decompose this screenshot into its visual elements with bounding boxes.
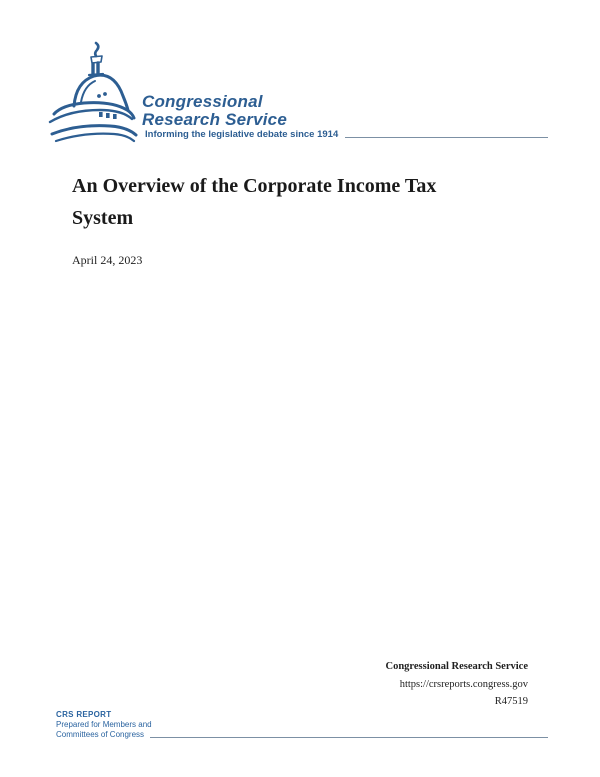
prepared-for-line1: Prepared for Members and: [56, 720, 152, 729]
report-type-block: [56, 710, 548, 740]
logo-wordmark-line1: Congressional: [142, 92, 263, 111]
publisher-name: Congressional Research Service: [385, 661, 528, 672]
report-type-label: CRS REPORT: [56, 710, 112, 719]
footer-rule: [150, 737, 548, 738]
capitol-dome-icon: [48, 40, 138, 144]
logo-wordmark: [142, 93, 287, 129]
report-date: April 24, 2023: [72, 253, 143, 267]
publisher-url: https://crsreports.congress.gov: [399, 678, 528, 690]
header-rule: [345, 137, 548, 138]
report-number: R47519: [494, 696, 528, 707]
logo-wordmark-line2: Research Service: [142, 110, 287, 129]
publisher-block: [385, 658, 528, 711]
logo-tagline-row: [145, 129, 548, 140]
report-title: An Overview of the Corporate Income Tax System: [72, 175, 437, 229]
prepared-for-line2: Committees of Congress: [56, 730, 145, 739]
logo-tagline: Informing the legislative debate since 1914: [145, 129, 339, 140]
